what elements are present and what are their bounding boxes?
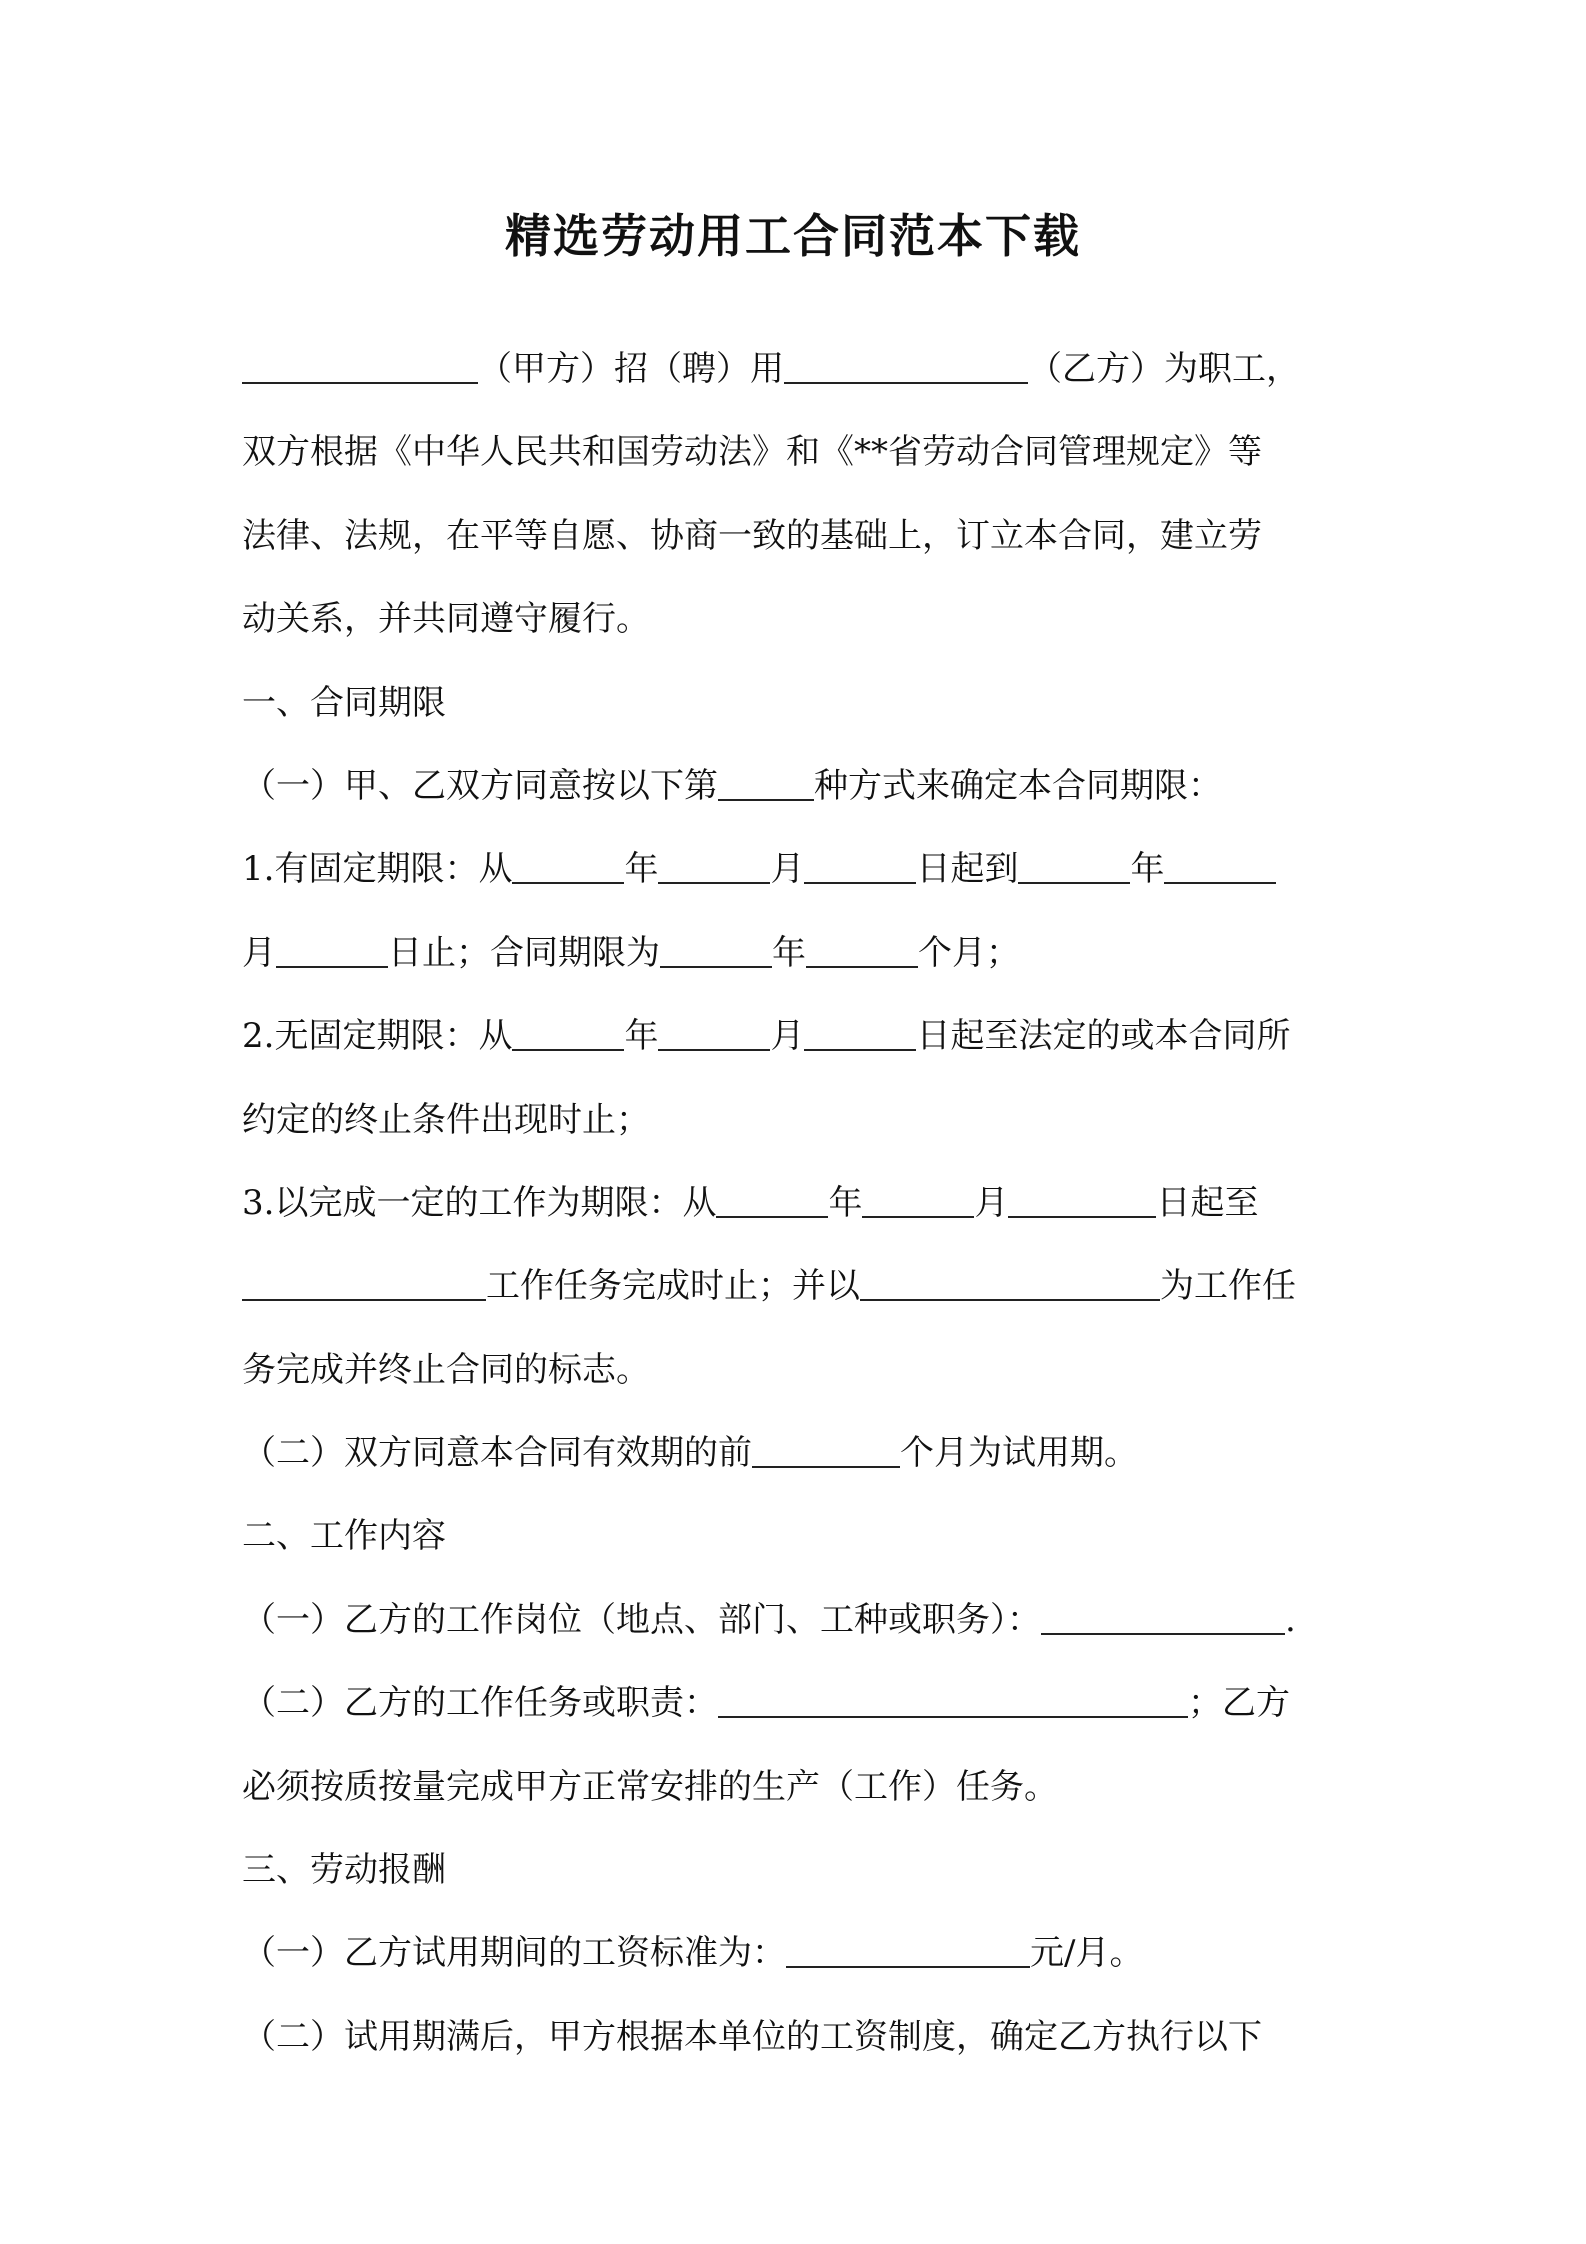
text-line <box>242 1412 1352 1495</box>
text-segment: 为工作任 <box>1160 1266 1296 1307</box>
text-segment: 年 <box>828 1182 863 1223</box>
fill-in-blank <box>658 848 770 884</box>
fill-in-blank <box>806 932 918 968</box>
text-segment: 年 <box>624 849 659 890</box>
fill-in-blank <box>860 1265 1160 1301</box>
text-segment: 年 <box>1130 849 1165 890</box>
text-segment: 日起至法定的或本合同所 <box>916 1016 1291 1057</box>
fill-in-blank <box>242 1265 486 1301</box>
text-segment: 月 <box>770 849 805 890</box>
text-segment: 2.无固定期限：从 <box>242 1016 513 1057</box>
document-title: 精选劳动用工合同范本下载 <box>505 209 1081 263</box>
text-segment: （一）甲、乙双方同意按以下第 <box>242 765 718 806</box>
text-segment: 工作任务完成时止；并以 <box>486 1266 860 1307</box>
text-segment: 约定的终止条件出现时止； <box>242 1099 650 1140</box>
fill-in-blank <box>276 932 388 968</box>
text-line <box>242 495 1352 578</box>
fill-in-blank <box>784 348 1028 384</box>
fill-in-blank <box>804 1015 916 1051</box>
text-line <box>242 1245 1352 1328</box>
text-segment: 个月； <box>918 932 1020 973</box>
fill-in-blank <box>658 1015 770 1051</box>
text-segment: （二）试用期满后，甲方根据本单位的工资制度，确定乙方执行以下 <box>242 2016 1262 2057</box>
fill-in-blank <box>804 848 916 884</box>
text-segment: 日止；合同期限为 <box>388 932 660 973</box>
fill-in-blank <box>1008 1182 1156 1218</box>
text-line <box>242 1329 1352 1412</box>
text-line <box>242 995 1352 1078</box>
text-segment: 年 <box>772 932 806 973</box>
text-segment: （二）乙方的工作任务或职责： <box>242 1683 718 1724</box>
text-segment: （一）乙方的工作岗位（地点、部门、工种或职务）： <box>242 1599 1041 1640</box>
text-segment: （甲方）招（聘）用 <box>478 349 784 389</box>
text-line <box>242 1079 1352 1162</box>
text-segment: 日起至 <box>1156 1182 1259 1223</box>
text-segment: （乙方）为职工， <box>1028 349 1300 389</box>
fill-in-blank <box>512 848 624 884</box>
text-segment: 种方式来确定本合同期限： <box>814 765 1222 806</box>
text-line <box>242 1829 1352 1912</box>
text-segment: 务完成并终止合同的标志。 <box>242 1349 650 1390</box>
text-segment: 三、劳动报酬 <box>242 1850 446 1891</box>
text-line <box>242 662 1352 745</box>
text-line <box>242 1746 1352 1829</box>
text-line <box>242 828 1352 911</box>
fill-in-blank <box>862 1182 974 1218</box>
text-segment: 二、工作内容 <box>242 1516 446 1557</box>
fill-in-blank <box>718 1682 1188 1718</box>
document-body <box>242 328 1352 2079</box>
text-segment: （二）双方同意本合同有效期的前 <box>242 1433 752 1474</box>
text-line <box>242 1996 1352 2079</box>
text-segment: 动关系，并共同遵守履行。 <box>242 599 650 640</box>
text-line <box>242 1912 1352 1995</box>
text-line <box>242 578 1352 661</box>
text-segment: 1.有固定期限：从 <box>242 849 513 890</box>
text-line <box>242 1495 1352 1578</box>
fill-in-blank <box>752 1432 900 1468</box>
text-segment: 个月为试用期。 <box>900 1433 1138 1474</box>
text-line <box>242 1662 1352 1745</box>
text-segment: ；乙方 <box>1188 1683 1290 1724</box>
text-segment: 双方根据《中华人民共和国劳动法》和《**省劳动合同管理规定》等 <box>242 432 1262 473</box>
text-segment: 月 <box>974 1182 1009 1223</box>
text-segment: 年 <box>624 1016 659 1057</box>
fill-in-blank <box>1041 1599 1285 1635</box>
text-segment: 元/月。 <box>1030 1933 1144 1974</box>
text-line <box>242 1579 1352 1662</box>
text-segment: 日起到 <box>916 849 1019 890</box>
fill-in-blank <box>242 348 478 384</box>
text-line <box>242 745 1352 828</box>
fill-in-blank <box>716 1182 828 1218</box>
text-segment: （一）乙方试用期间的工资标准为： <box>242 1933 786 1974</box>
text-segment: 必须按质按量完成甲方正常安排的生产（工作）任务。 <box>242 1766 1058 1807</box>
fill-in-blank <box>718 765 814 801</box>
fill-in-blank <box>786 1932 1030 1968</box>
fill-in-blank <box>1018 848 1130 884</box>
text-segment: 月 <box>770 1016 805 1057</box>
text-segment: 3.以完成一定的工作为期限：从 <box>242 1182 717 1223</box>
text-line <box>242 1162 1352 1245</box>
fill-in-blank <box>1164 848 1276 884</box>
text-line <box>242 912 1352 995</box>
text-segment: 法律、法规，在平等自愿、协商一致的基础上，订立本合同，建立劳 <box>242 515 1262 556</box>
text-segment: 一、合同期限 <box>242 682 446 723</box>
text-line <box>242 411 1352 494</box>
text-segment: . <box>1285 1599 1296 1640</box>
text-segment: 月 <box>242 932 276 973</box>
fill-in-blank <box>512 1015 624 1051</box>
fill-in-blank <box>660 932 772 968</box>
text-line <box>242 328 1352 411</box>
